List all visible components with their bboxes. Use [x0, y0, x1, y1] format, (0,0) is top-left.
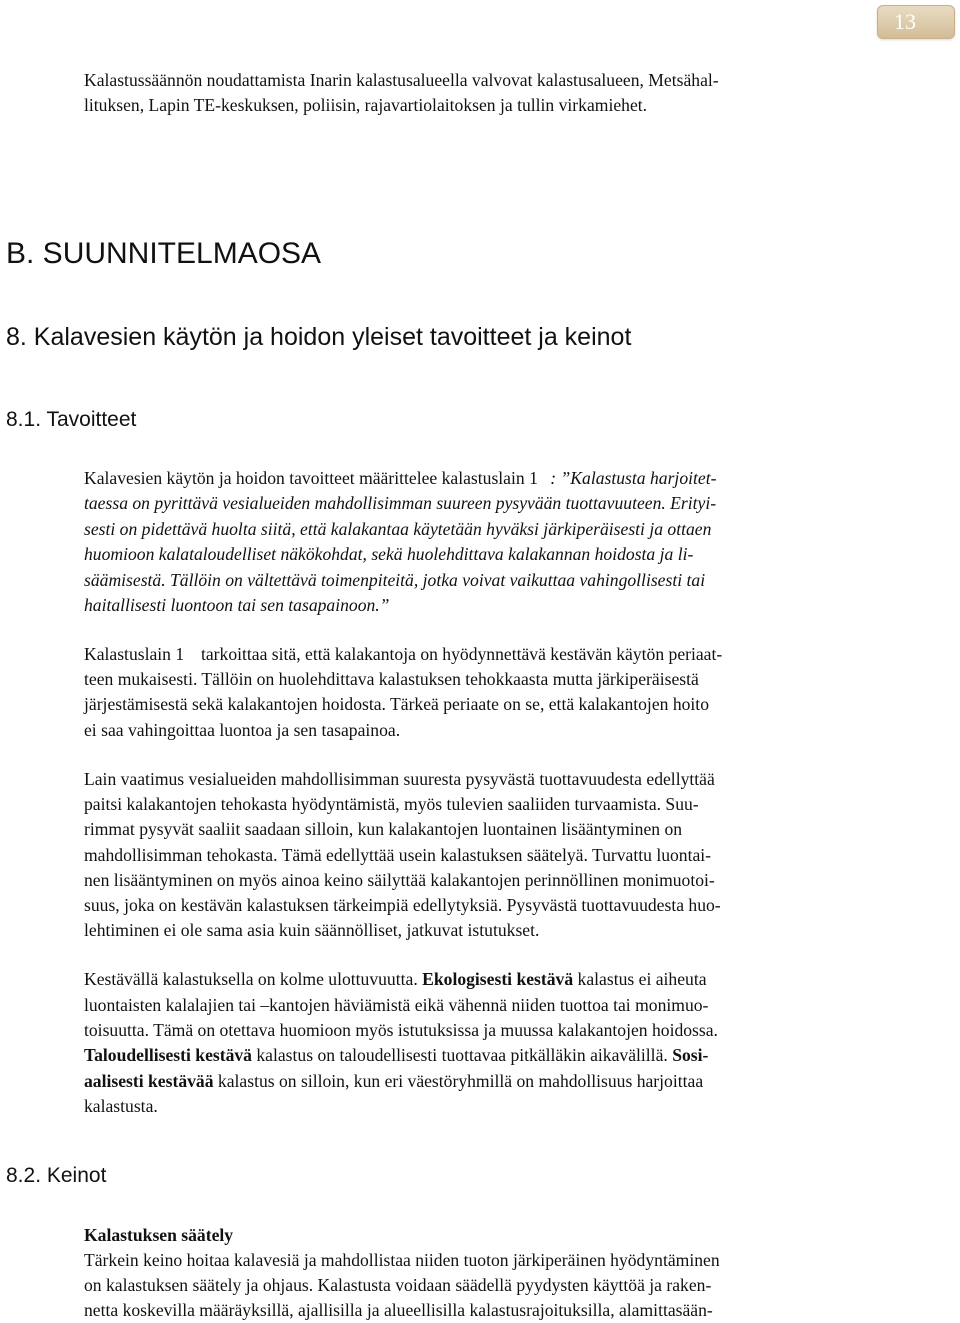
- paragraph-line: suus, joka on kestävän kalastuksen tärkeimpiä edellytyksiä. Pysyvästä tuottavuudesta huo-: [84, 895, 721, 915]
- paragraph-line: on kalastuksen säätely ja ohjaus. Kalastusta voidaan säädellä pyydysten käyttöä ja raken-: [84, 1275, 712, 1295]
- paragraph-line: järjestämisestä sekä kalakantojen hoidosta. Tärkeä periaate on se, että kalakantojen hoito: [84, 694, 709, 714]
- paragraph-line: mahdollisimman tehokasta. Tämä edellyttää usein kalastuksen säätelyä. Turvattu luontai-: [84, 845, 712, 865]
- paragraph-line: sesti on pidettävä huolta siitä, että kalakantaa käytetään hyväksi järkiperäisesti ja ottaen: [84, 519, 712, 539]
- paragraph-line: Kalastuslain 1 tarkoittaa sitä, että kalakantoja on hyödynnettävä kestävän käytön periaat-: [84, 644, 723, 664]
- page-number-badge: 13: [877, 5, 955, 39]
- paragraph-line: ei saa vahingoittaa luontoa ja sen tasapainoa.: [84, 720, 401, 740]
- paragraph-line: säämisestä. Tällöin on vältettävä toimenpiteitä, jotka voivat vaikuttaa vahingollisesti tai: [84, 570, 706, 590]
- paragraph-line: haitallisesti luontoon tai sen tasapainoon.”: [84, 595, 390, 615]
- paragraph-heading: Kalastuksen säätely: [84, 1225, 234, 1245]
- chapter-title: 8. Kalavesien käytön ja hoidon yleiset tavoitteet ja keinot: [6, 323, 632, 351]
- subsection-title-tavoitteet: 8.1. Tavoitteet: [6, 408, 137, 431]
- paragraph-line: rimmat pysyvät saaliit saadaan silloin, kun kalakantojen luontainen lisääntyminen on: [84, 819, 683, 839]
- paragraph-line: Taloudellisesti kestävä kalastus on taloudellisesti tuottavaa pitkälläkin aikavälillä. Sosi-: [84, 1045, 709, 1065]
- section-title: B. SUUNNITELMAOSA: [6, 237, 322, 270]
- intro-line-2: lituksen, Lapin TE-keskuksen, poliisin, rajavartiolaitoksen ja tullin virkamiehet.: [84, 95, 648, 115]
- paragraph-line: lehtiminen ei ole sama asia kuin säännölliset, jatkuvat istutukset.: [84, 920, 540, 940]
- paragraph-line: teen mukaisesti. Tällöin on huolehdittava kalastuksen tehokkaasta mutta järkiperäisestä: [84, 669, 699, 689]
- paragraph-line: netta koskevilla määräyksillä, ajallisilla ja alueellisilla kalastusrajoituksilla, alamittasään-: [84, 1300, 713, 1320]
- subsection-title-keinot: 8.2. Keinot: [6, 1164, 107, 1187]
- paragraph-line: Tärkein keino hoitaa kalavesiä ja mahdollistaa niiden tuoton järkiperäinen hyödyntäminen: [84, 1250, 720, 1270]
- paragraph-line: luontaisten kalalajien tai –kantojen häviämistä eikä vähennä niiden tuottoa tai monimuo-: [84, 995, 709, 1015]
- paragraph-line: paitsi kalakantojen tehokasta hyödyntämistä, myös tulevien saaliiden turvaamista. Suu-: [84, 794, 699, 814]
- paragraph-line: kalastusta.: [84, 1096, 158, 1116]
- paragraph-line: Kestävällä kalastuksella on kolme ulottuvuutta. Ekologisesti kestävä kalastus ei aiheuta: [84, 969, 707, 989]
- intro-line-1: Kalastussäännön noudattamista Inarin kalastusalueella valvovat kalastusalueen, Metsähal-: [84, 70, 719, 90]
- paragraph-line: aalisesti kestävää kalastus on silloin, kun eri väestöryhmillä on mahdollisuus harjoittaa: [84, 1071, 704, 1091]
- paragraph-line: Kalavesien käytön ja hoidon tavoitteet määrittelee kalastuslain 1 : ”Kalastusta harjoitet-: [84, 468, 717, 488]
- paragraph-line: taessa on pyrittävä vesialueiden mahdollisimman suureen pysyvään tuottavuuteen. Erityi-: [84, 493, 717, 513]
- paragraph-line: nen lisääntyminen on myös ainoa keino säilyttää kalakantojen perinnöllinen monimuotoi-: [84, 870, 715, 890]
- paragraph-line: toisuutta. Tämä on otettava huomioon myös istutuksissa ja muussa kalakantojen hoidossa.: [84, 1020, 718, 1040]
- paragraph-line: Lain vaatimus vesialueiden mahdollisimman suuresta pysyvästä tuottavuudesta edellyttää: [84, 769, 715, 789]
- paragraph-line: huomioon kalataloudelliset näkökohdat, sekä huolehdittava kalakannan hoidosta ja li-: [84, 544, 694, 564]
